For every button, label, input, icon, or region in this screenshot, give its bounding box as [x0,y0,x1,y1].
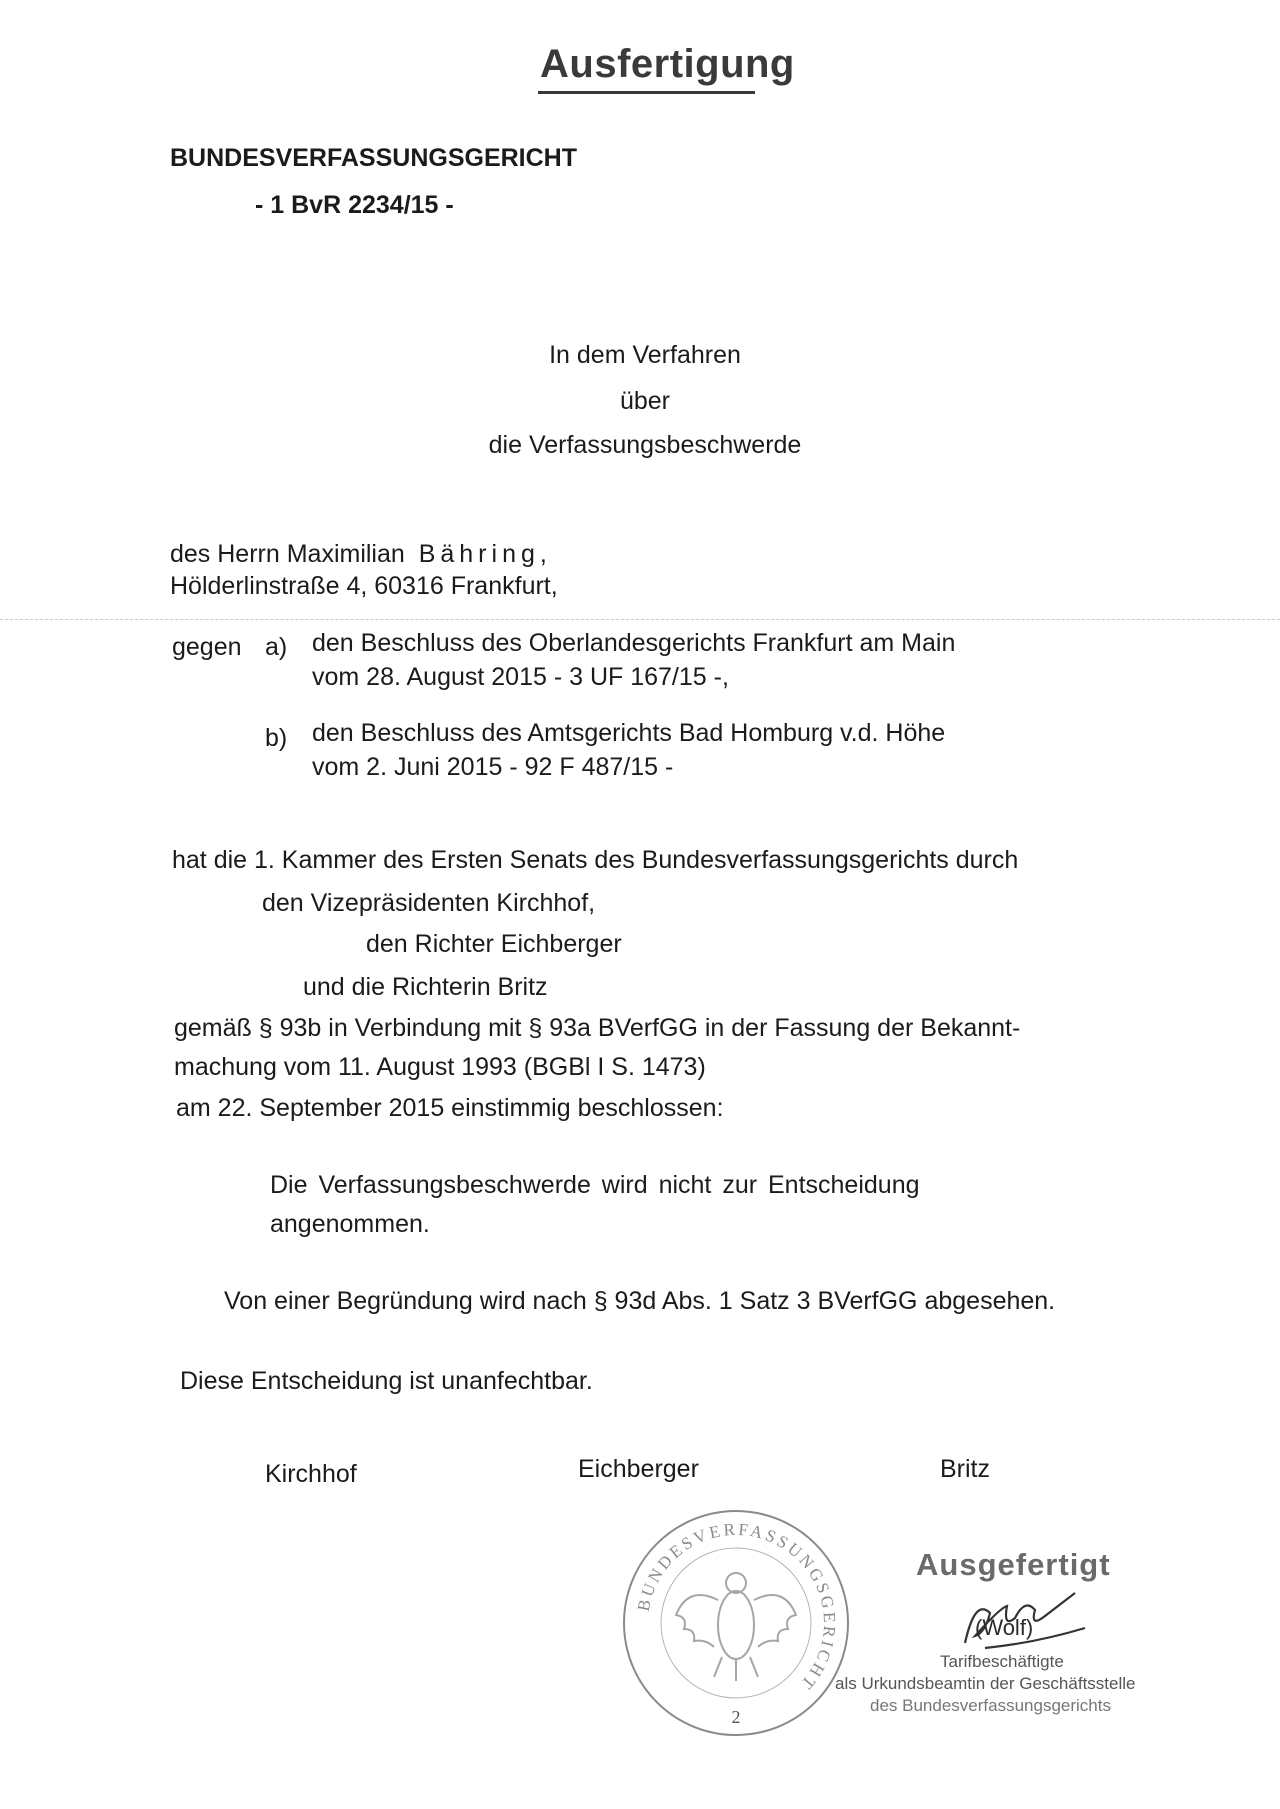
signature-name-2: Eichberger [578,1455,699,1483]
against-item-a-line-1: den Beschluss des Oberlandesgerichts Frankfurt am Main [312,629,956,657]
intro-line-3: die Verfassungsbeschwerde [488,431,802,459]
against-label: gegen [172,633,242,661]
court-name: BUNDESVERFASSUNGSGERICHT [170,144,577,172]
against-item-b-letter: b) [265,724,288,752]
against-item-a-line-2: vom 28. August 2015 - 3 UF 167/15 -, [312,663,729,691]
ruling-line-1: Die Verfassungsbeschwerde wird nicht zur Entscheidung [270,1171,920,1199]
clerk-name: (Wolf) [975,1615,1034,1640]
decision-line-4: und die Richterin Britz [303,973,548,1001]
ausfertigung-stamp: Ausfertigung [540,42,795,86]
decision-line-5: gemäß § 93b in Verbindung mit § 93a BVerfGG in der Fassung der Bekannt- [174,1014,1021,1042]
clerk-title-line-2: als Urkundsbeamtin der Geschäftsstelle [835,1674,1136,1693]
scan-artifact-line [0,619,1280,620]
intro-line-2: über [619,387,671,415]
signature-name-3: Britz [940,1455,990,1483]
party-address: Hölderlinstraße 4, 60316 Frankfurt, [170,572,558,600]
final-statement: Diese Entscheidung ist unanfechtbar. [180,1367,593,1395]
docket-number: - 1 BvR 2234/15 - [255,191,454,219]
ruling-line-2: angenommen. [270,1210,430,1238]
court-seal [618,1505,854,1741]
against-item-a-letter: a) [265,633,288,661]
intro-line-1: In dem Verfahren [549,341,741,369]
seal-text: BUNDESVERFASSUNGSGERICHT [633,1519,840,1695]
signature-name-1: Kirchhof [265,1460,357,1488]
ausfertigung-underline [538,91,755,94]
party-surname: Bähring, [418,540,552,568]
ausgefertigt-stamp: Ausgefertigt [916,1547,1111,1582]
decision-line-7: am 22. September 2015 einstimmig beschlossen: [176,1094,724,1122]
decision-line-6: machung vom 11. August 1993 (BGBl I S. 1473) [174,1053,706,1081]
reasoning-text: Von einer Begründung wird nach § 93d Abs. 1 Satz 3 BVerfGG abgesehen. [224,1287,1056,1315]
party-prefix: des Herrn Maximilian [170,540,405,568]
party-name-line [170,539,552,569]
decision-line-3: den Richter Eichberger [366,930,622,958]
eagle-icon [676,1573,796,1681]
clerk-title-line-3: des Bundesverfassungsgerichts [870,1696,1111,1715]
against-item-b-line-2: vom 2. Juni 2015 - 92 F 487/15 - [312,753,674,781]
seal-number: 2 [731,1707,741,1727]
decision-line-2: den Vizepräsidenten Kirchhof, [262,889,596,917]
decision-line-1: hat die 1. Kammer des Ersten Senats des Bundesverfassungsgerichts durch [172,846,1019,874]
against-item-b-line-1: den Beschluss des Amtsgerichts Bad Homburg v.d. Höhe [312,719,946,747]
clerk-title-line-1: Tarifbeschäftigte [940,1652,1064,1671]
